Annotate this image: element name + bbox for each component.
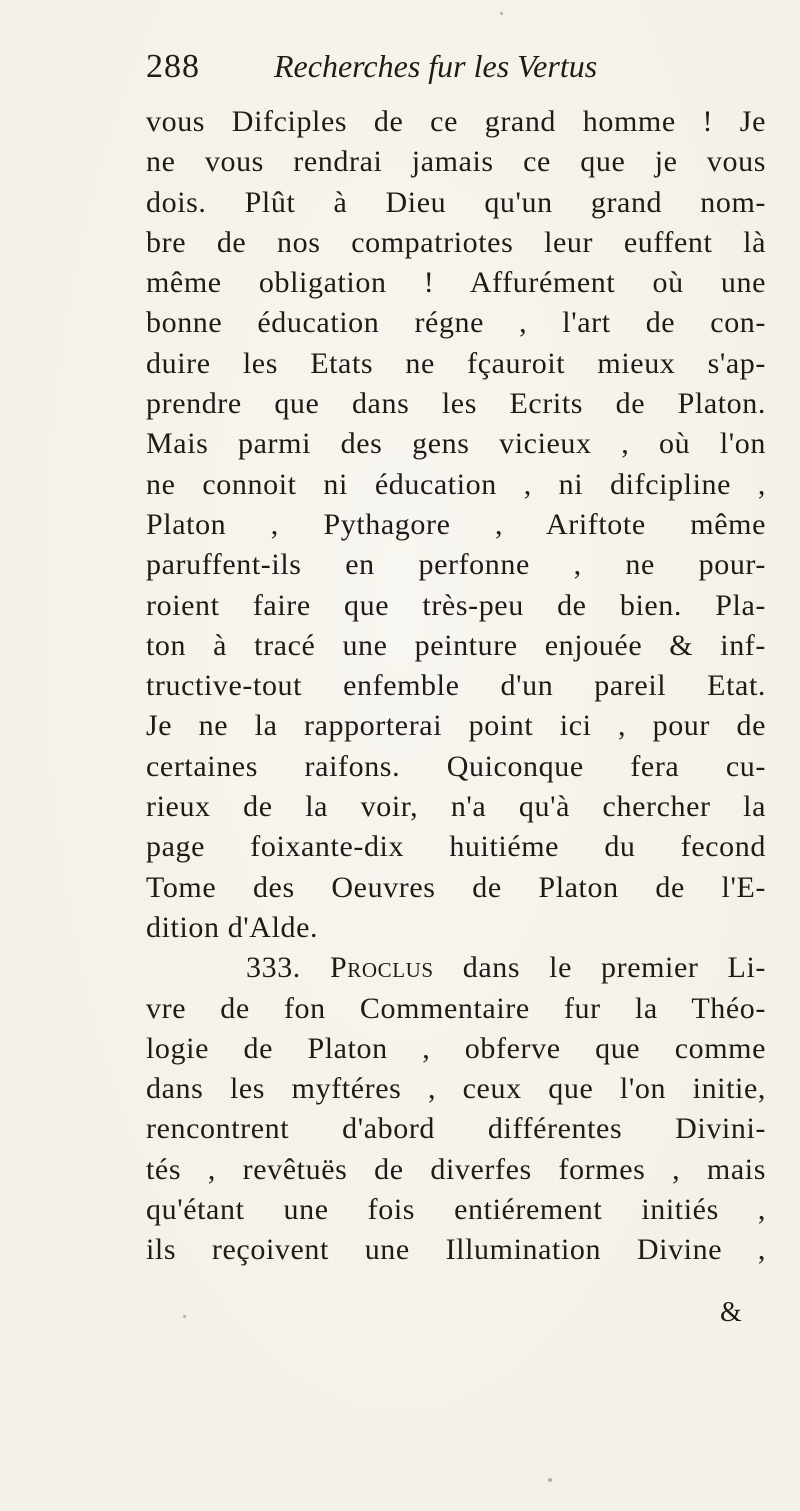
text-line: ils reçoivent une Illumination Divine , <box>146 1233 766 1267</box>
text-line: page foixante-dix huitiéme du fecond <box>146 830 766 864</box>
text-line: dans les myftéres , ceux que l'on initie, <box>146 1072 766 1106</box>
text-line: ne connoit ni éducation , ni difcipline , <box>146 467 766 501</box>
paragraph-start-line <box>146 948 766 988</box>
text-line: roient faire que très-peu de bien. Pla- <box>146 588 766 622</box>
paragraph-number: 333. <box>246 951 301 985</box>
running-head <box>146 48 706 98</box>
text-line: vre de fon Commentaire fur la Théo- <box>146 991 766 1025</box>
text-line: bonne éducation régne , l'art de con- <box>146 306 766 340</box>
text-fragment: dans le premier Li- <box>462 951 766 985</box>
text-line: Je ne la rapporterai point ici , pour de <box>146 709 766 743</box>
text-line: dois. Plût à Dieu qu'un grand nom- <box>146 185 766 219</box>
text-line: Platon , Pythagore , Ariftote même <box>146 507 766 541</box>
text-line: tructive-tout enfemble d'un pareil Etat. <box>146 669 766 703</box>
text-line: ne vous rendrai jamais ce que je vous <box>146 145 766 179</box>
text-line: Mais parmi des gens vicieux , où l'on <box>146 427 766 461</box>
catchword: & <box>720 1297 742 1328</box>
running-title: Recherches fur les Vertus <box>274 48 598 84</box>
text-line: ton à tracé une peinture enjouée & inf- <box>146 628 766 662</box>
text-line: Tome des Oeuvres de Platon de l'E- <box>146 870 766 904</box>
text-line: duire les Etats ne fçauroit mieux s'ap- <box>146 346 766 380</box>
text-line: vous Difciples de ce grand homme ! Je <box>146 105 766 138</box>
paper-speck <box>183 1315 186 1318</box>
author-name: Proclus <box>329 951 434 985</box>
page-number: 288 <box>146 48 200 85</box>
text-line: bre de nos compatriotes leur euffent là <box>146 225 766 259</box>
body-text <box>146 102 766 1271</box>
text-line: rieux de la voir, n'a qu'à chercher la <box>146 790 766 824</box>
text-line: certaines raifons. Quiconque fera cu- <box>146 749 766 783</box>
text-line: prendre que dans les Ecrits de Platon. <box>146 387 766 421</box>
paper-speck <box>548 1478 552 1482</box>
text-line: même obligation ! Affurément où une <box>146 266 766 300</box>
text-line: dition d'Alde. <box>146 910 319 944</box>
text-line: paruffent-ils en perfonne , ne pour- <box>146 548 766 582</box>
text-line: rencontrent d'abord différentes Divini- <box>146 1112 766 1146</box>
text-line: tés , revêtuës de diverfes formes , mais <box>146 1152 766 1186</box>
text-line: qu'étant une fois entiérement initiés , <box>146 1193 766 1227</box>
text-line: logie de Platon , obferve que comme <box>146 1031 766 1065</box>
paper-speck <box>500 12 503 15</box>
